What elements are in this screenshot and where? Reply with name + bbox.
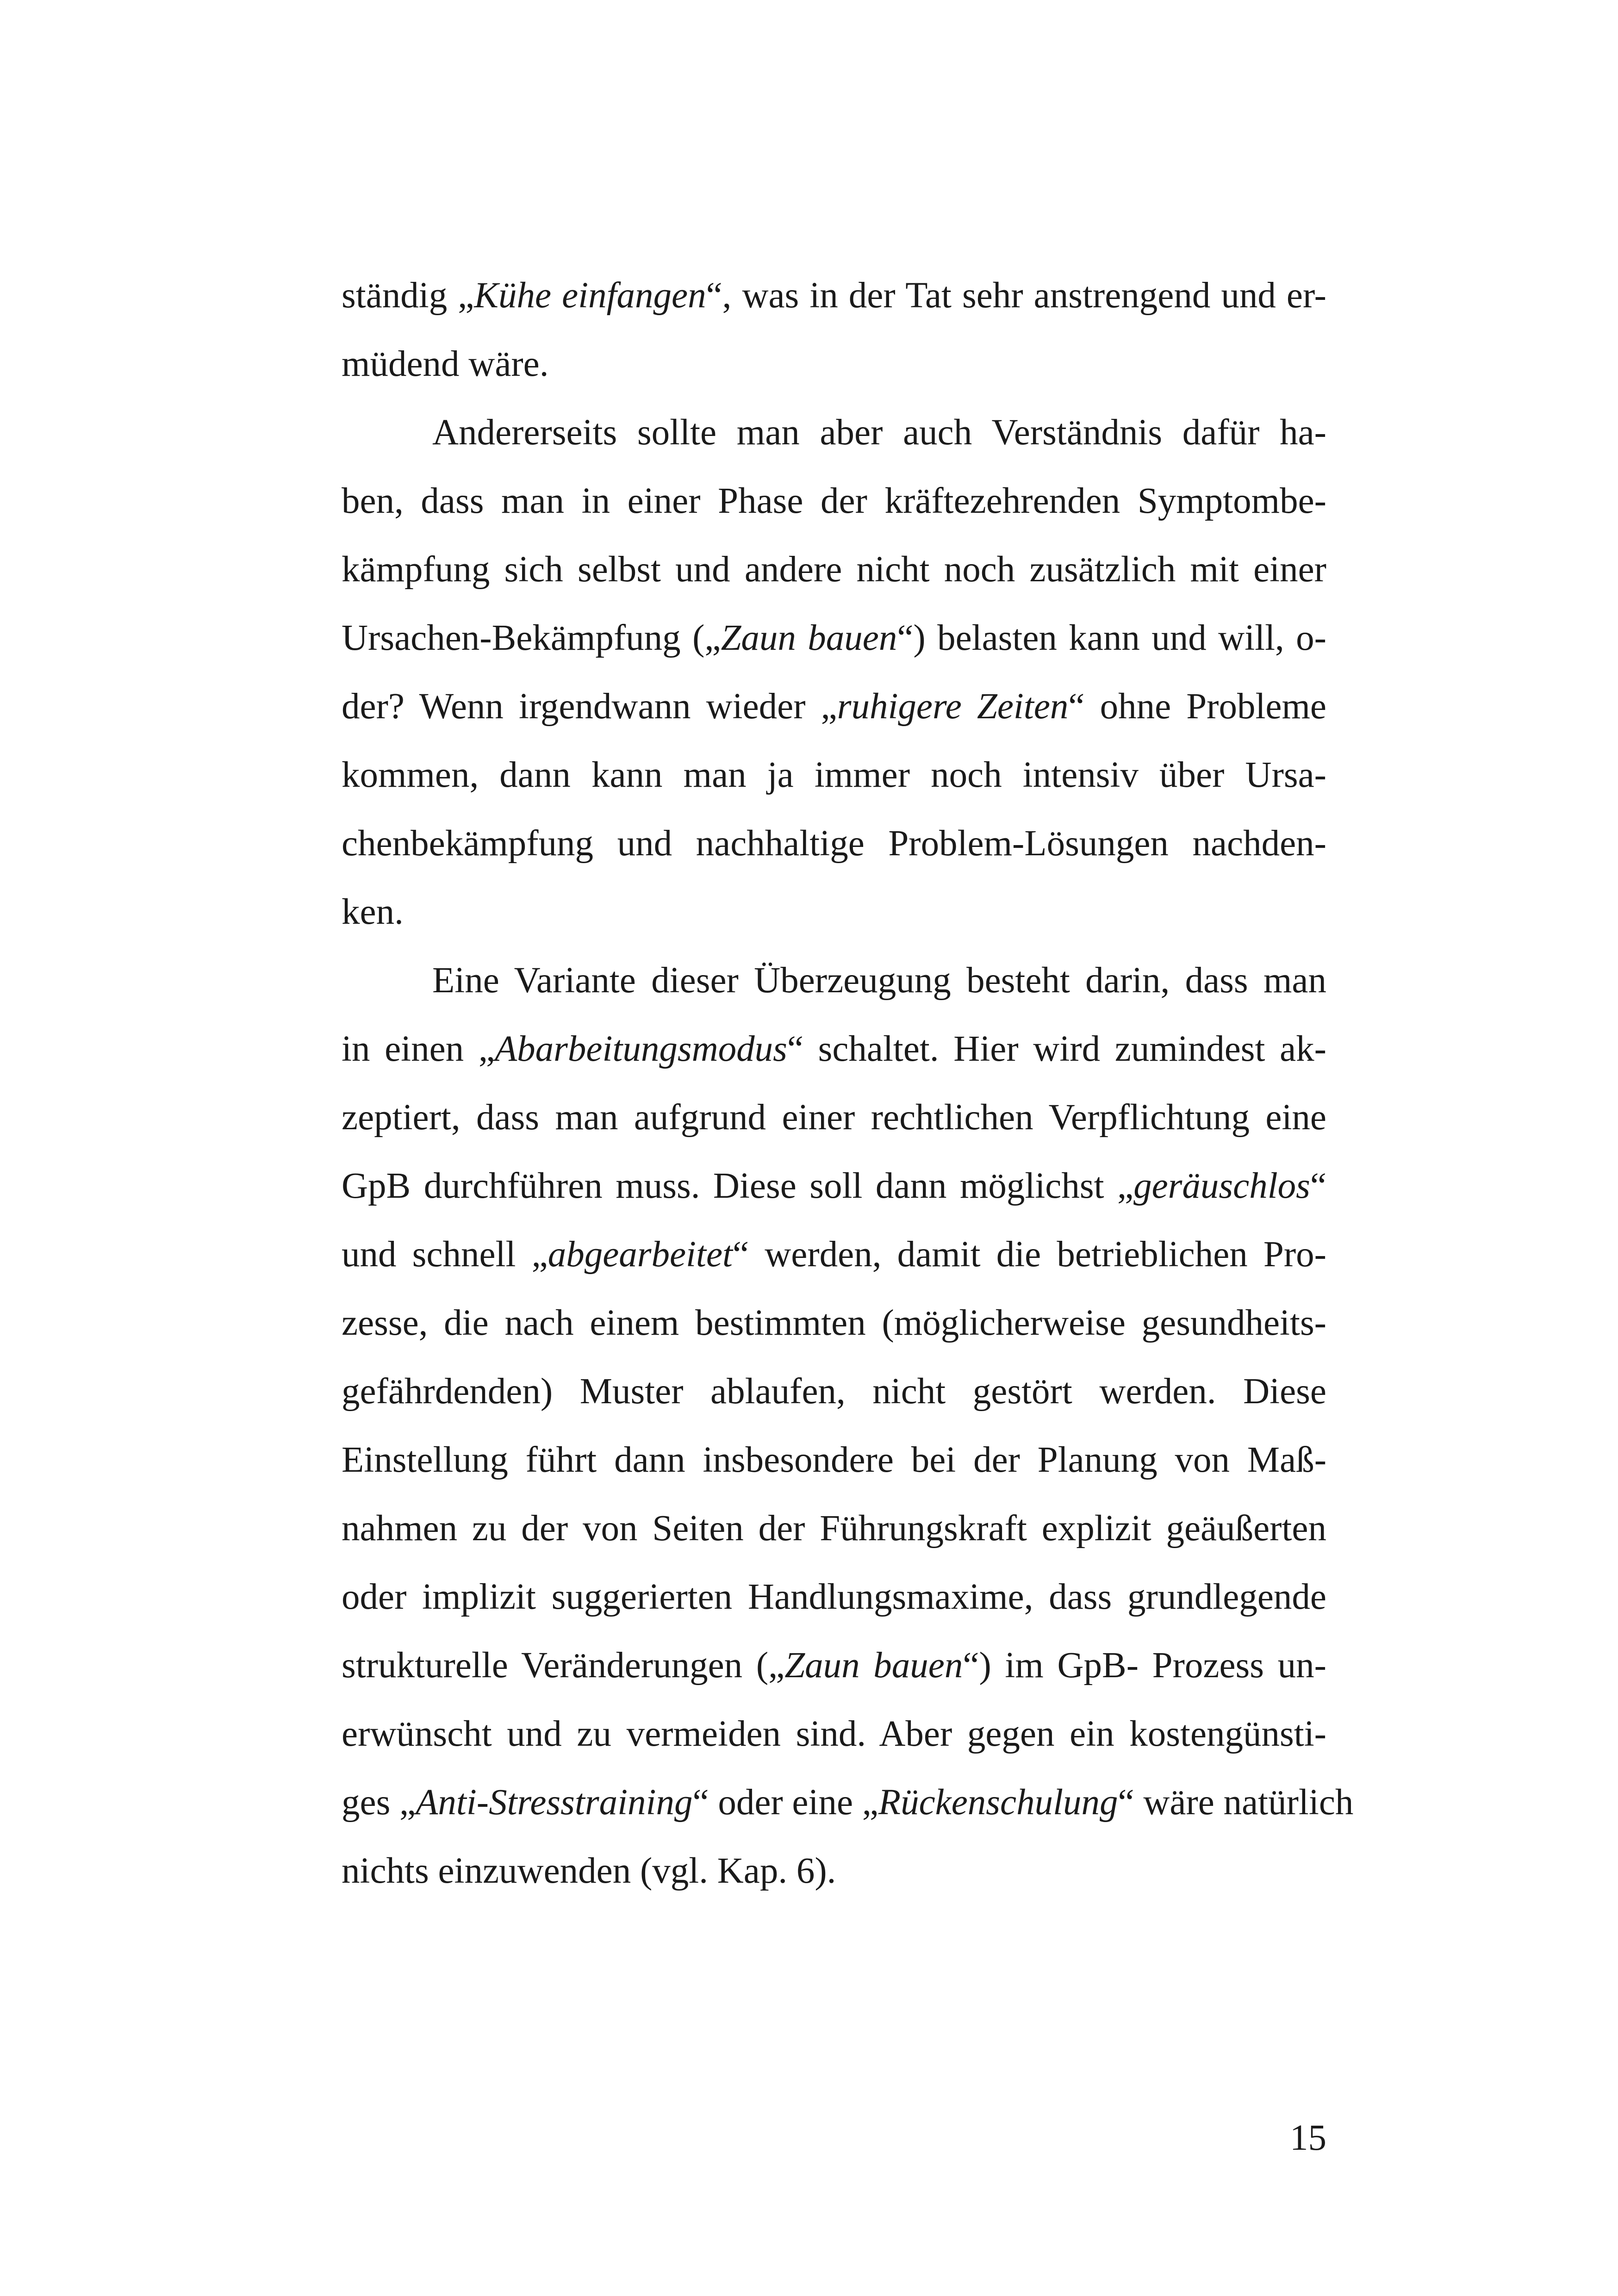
line-text: Einstellung führt dann insbesondere bei der Planung von Maß- [342,1440,1326,1480]
line-text: in einen „ [342,1029,495,1069]
text-line [342,878,1326,946]
text-line [342,1015,1326,1083]
text-line [342,1426,1326,1494]
line-text: Ursachen-Bekämpfung („ [342,618,721,658]
line-text: nichts einzuwenden (vgl. Kap. 6). [342,1851,836,1891]
line-text: GpB durchführen muss. Diese soll dann möglichst „ [342,1166,1134,1206]
text-line [342,535,1326,604]
line-text: “ [1310,1166,1326,1206]
emphasis-text: Abarbeitungsmodus [494,1029,787,1069]
line-text: erwünscht und zu vermeiden sind. Aber gegen ein kostengünsti- [342,1714,1326,1754]
emphasis-text: Rückenschulung [878,1782,1118,1823]
text-line [342,1837,1326,1905]
line-text: “ schaltet. Hier wird zumindest ak- [787,1029,1326,1069]
line-text: müdend wäre. [342,344,549,384]
line-text: ges „ [342,1782,416,1823]
line-text: ständig „ [342,275,474,316]
paragraph [342,398,1326,946]
line-text: kämpfung sich selbst und andere nicht noch zusätzlich mit einer [342,549,1326,590]
text-line [342,1768,1354,1837]
text-line [342,809,1326,878]
line-text: “ ohne Probleme [1068,686,1326,727]
text-line [342,604,1326,672]
line-text: “ werden, damit die betrieblichen Pro- [732,1234,1326,1275]
text-line [342,946,1326,1015]
line-text: und schnell „ [342,1234,548,1275]
line-text: gefährdenden) Muster ablaufen, nicht gestört werden. Diese [342,1371,1326,1412]
body-text [342,261,1354,1905]
text-line [342,1289,1326,1357]
page-number: 15 [1290,2118,1326,2158]
paragraph [342,261,1326,398]
emphasis-text: Anti-Stresstraining [416,1782,693,1823]
line-text: der? Wenn irgendwann wieder „ [342,686,837,727]
emphasis-text: Zaun bauen [784,1645,963,1686]
line-text: Andererseits sollte man aber auch Verständnis dafür ha- [432,412,1326,453]
text-line [342,672,1326,741]
emphasis-text: Kühe einfangen [474,275,706,316]
text-line [342,1631,1326,1700]
line-text: Eine Variante dieser Überzeugung besteht darin, dass man [432,960,1326,1001]
line-text: “ oder eine „ [692,1782,878,1823]
emphasis-text: ruhigere Zeiten [837,686,1069,727]
text-line [342,398,1326,467]
text-line [342,1083,1326,1152]
line-text: “, was in der Tat sehr anstrengend und er- [706,275,1326,316]
line-text: zesse, die nach einem bestimmten (möglicherweise gesundheits- [342,1303,1326,1343]
paragraph [342,946,1354,1905]
text-line [342,1357,1326,1426]
line-text: “ wäre natürlich [1118,1782,1354,1823]
text-line [342,330,1326,398]
text-line [342,261,1326,330]
text-line [342,1494,1326,1563]
text-line [342,1700,1326,1768]
text-line [342,1220,1326,1289]
line-text: oder implizit suggerierten Handlungsmaxime, dass grundlegende [342,1577,1326,1617]
line-text: kommen, dann kann man ja immer noch intensiv über Ursa- [342,755,1326,795]
emphasis-text: abgearbeitet [548,1234,733,1275]
line-text: ken. [342,892,404,932]
line-text: zeptiert, dass man aufgrund einer rechtlichen Verpflichtung eine [342,1097,1326,1138]
line-text: nahmen zu der von Seiten der Führungskraft explizit geäußerten [342,1508,1326,1549]
line-text: “) belasten kann und will, o- [897,618,1326,658]
line-text: ben, dass man in einer Phase der kräftezehrenden Symptombe- [342,481,1326,521]
line-text: “) im GpB- Prozess un- [963,1645,1326,1686]
text-line [342,1563,1326,1631]
text-line [342,1152,1326,1220]
line-text: strukturelle Veränderungen („ [342,1645,785,1686]
line-text: chenbekämpfung und nachhaltige Problem-Lösungen nachden- [342,823,1326,864]
text-line [342,741,1326,809]
emphasis-text: geräuschlos [1133,1166,1310,1206]
emphasis-text: Zaun bauen [721,618,897,658]
text-line [342,467,1326,535]
